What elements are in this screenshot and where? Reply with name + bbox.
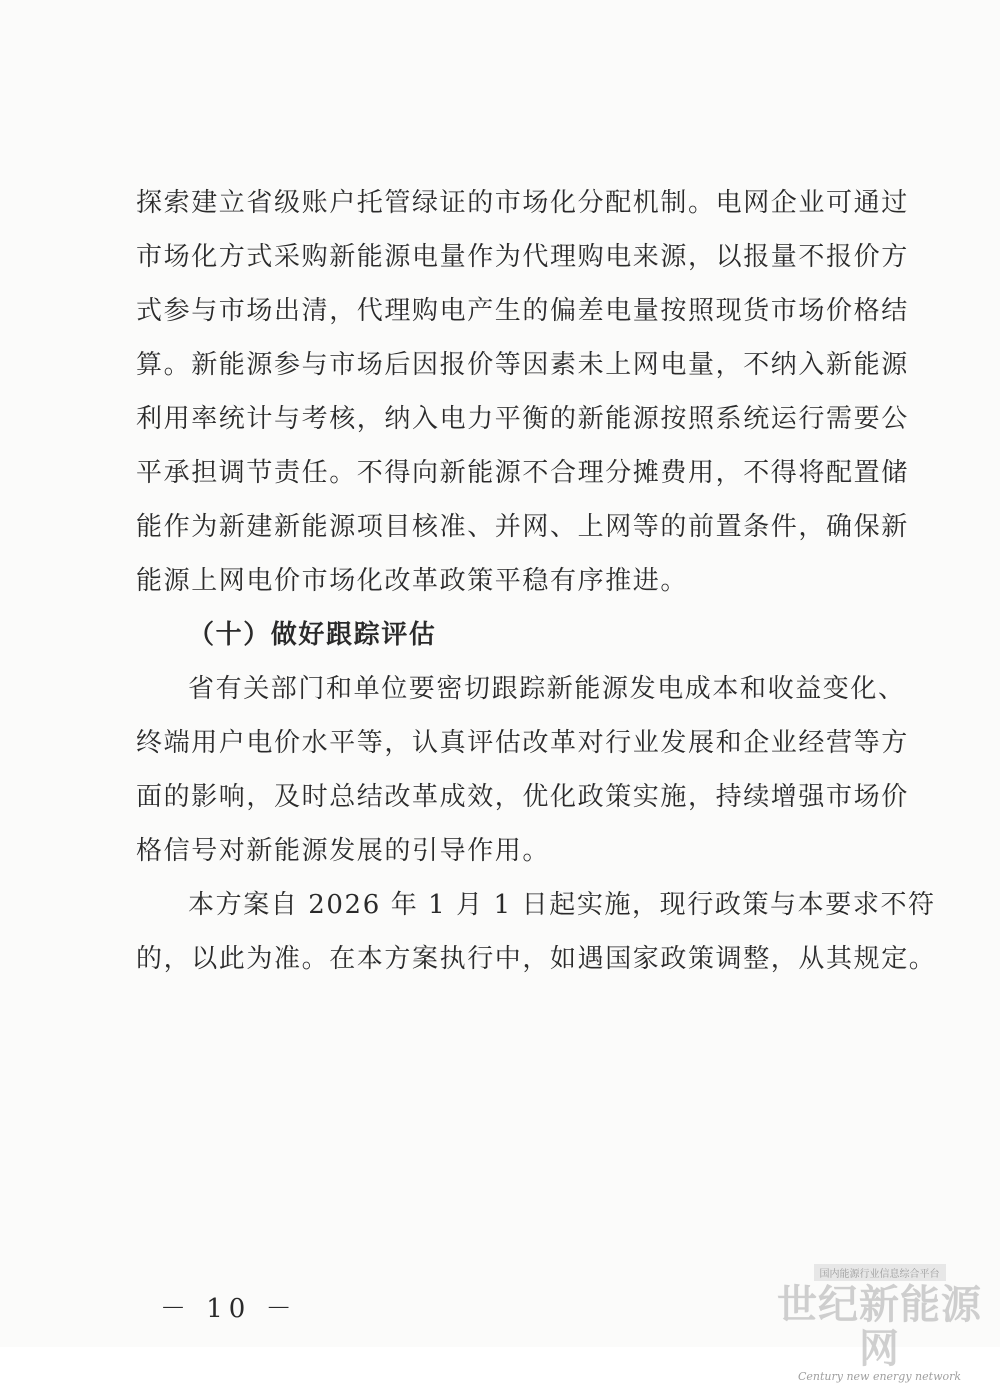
text-line: 格信号对新能源发展的引导作用。 [136, 836, 551, 866]
section-heading: （十）做好跟踪评估 [188, 620, 437, 650]
text-line: 算。新能源参与市场后因报价等因素未上网电量，不纳入新能源 [136, 350, 909, 380]
text-line: 终端用户电价水平等，认真评估改革对行业发展和企业经营等方 [136, 728, 909, 758]
document-body [136, 176, 937, 986]
text-line: 平承担调节责任。不得向新能源不合理分摊费用，不得将配置储 [136, 458, 909, 488]
watermark-title: 世纪新能源网 [777, 1282, 982, 1372]
text-line: 省有关部门和单位要密切跟踪新能源发电成本和收益变化、 [188, 674, 906, 704]
text-line: 本方案自 2026 年 1 月 1 日起实施，现行政策与本要求不符 [188, 890, 936, 920]
text-line: 能作为新建新能源项目核准、并网、上网等的前置条件，确保新 [136, 512, 909, 542]
paragraph-3 [136, 878, 937, 986]
text-line: 市场化方式采购新能源电量作为代理购电来源，以报量不报价方 [136, 242, 909, 272]
watermark-tagline: 国内能源行业信息综合平台 [814, 1264, 946, 1281]
text-line: 面的影响，及时总结改革成效，优化政策实施，持续增强市场价 [136, 782, 909, 812]
paragraph-2 [136, 662, 909, 878]
text-line: 式参与市场出清，代理购电产生的偏差电量按照现货市场价格结 [136, 296, 909, 326]
watermark-logo [772, 1262, 987, 1383]
text-line: 的，以此为准。在本方案执行中，如遇国家政策调整，从其规定。 [136, 944, 937, 974]
text-line: 利用率统计与考核，纳入电力平衡的新能源按照系统运行需要公 [136, 404, 909, 434]
text-line: 能源上网电价市场化改革政策平稳有序推进。 [136, 566, 689, 596]
page-number: － 10 － [160, 1294, 298, 1324]
text-line: 探索建立省级账户托管绿证的市场化分配机制。电网企业可通过 [136, 188, 909, 218]
paragraph-1 [136, 176, 909, 608]
watermark-subtitle: Century new energy network [797, 1370, 962, 1383]
